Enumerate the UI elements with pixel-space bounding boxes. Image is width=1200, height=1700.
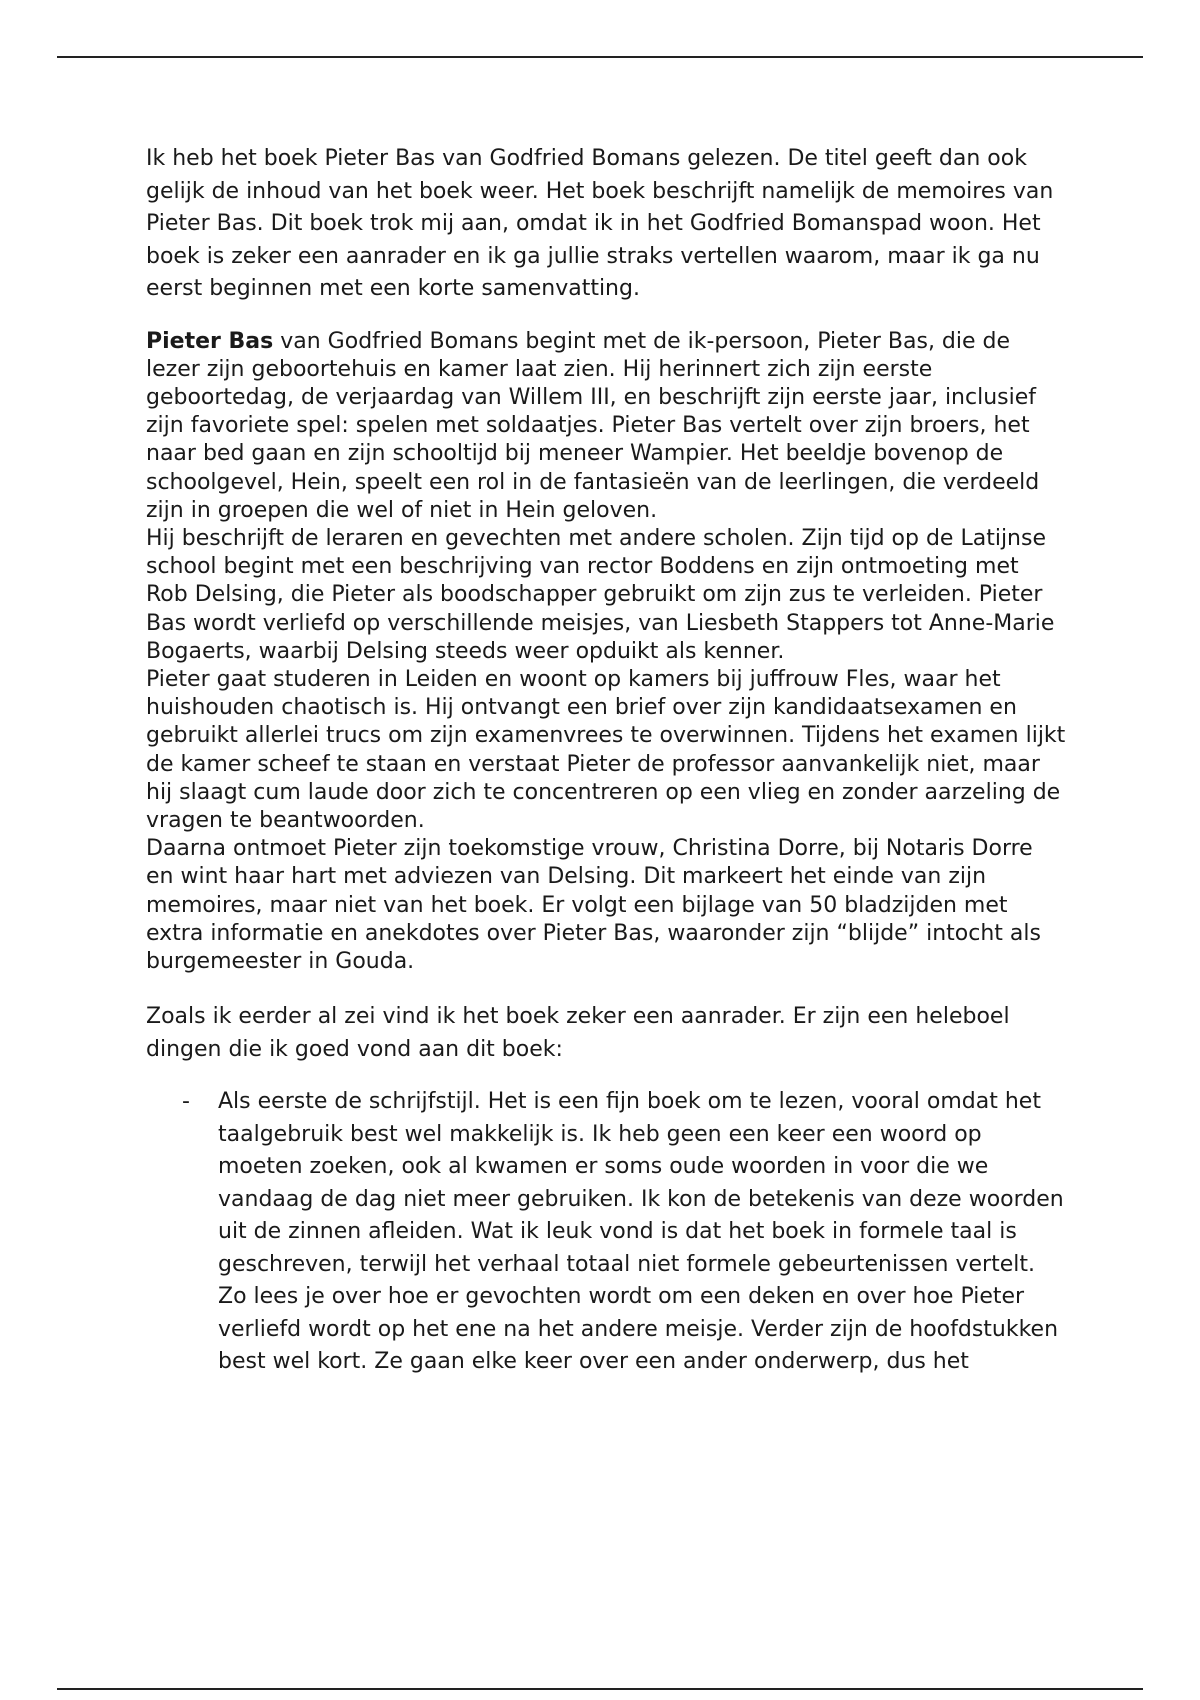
document-body [146,143,1066,1379]
summary-paragraph-1 [146,328,1066,525]
header-rule [57,56,1143,58]
summary-paragraph-2: Hij beschrijft de leraren en gevechten met andere scholen. Zijn tijd op de Latijnse school begint met een beschrijving van rector Boddens en zijn ontmoeting met Rob Delsing, die Pieter als boodschapper gebruikt om zijn zus te verleiden. Pieter Bas wordt verliefd op verschillende meisjes, van Liesbeth Stappers tot Anne-Marie Bogaerts, waarbij Delsing steeds weer opduikt als kenner. [146,525,1055,664]
intro-paragraph: Ik heb het boek Pieter Bas van Godfried Bomans gelezen. De titel geeft dan ook gelijk de inhoud van het boek weer. Het boek beschrijft namelijk de memoires van Pieter Bas. Dit boek trok mij aan, omdat ik in het Godfried Bomanspad woon. Het boek is zeker een aanrader en ik ga jullie straks vertellen waarom, maar ik ga nu eerst beginnen met een korte samenvatting. [146,146,1054,301]
summary-section [146,328,1066,977]
opinion-paragraph: Zoals ik eerder al zei vind ik het boek zeker een aanrader. Er zijn een heleboel dingen die ik goed vond aan dit boek: [146,1004,1010,1062]
book-title-bold: Pieter Bas [146,328,274,354]
list-item-text: Als eerste de schrijfstijl. Het is een fijn boek om te lezen, vooral omdat het taalgebruik best wel makkelijk is. Ik heb geen een keer een woord op moeten zoeken, ook al kwamen er soms oude woorden in voor die we vandaag de dag niet meer gebruiken. Ik kon de betekenis van deze woorden uit de zinnen afleiden. Wat ik leuk vond is dat het boek in formele taal is geschreven, terwijl het verhaal totaal niet formele gebeurtenissen vertelt. Zo lees je over hoe er gevochten wordt om een deken en over hoe Pieter verliefd wordt op het ene na het andere meisje. Verder zijn de hoofdstukken best wel kort. Ze gaan elke keer over een ander onderwerp, dus het [218,1089,1064,1375]
list-item [146,1086,1066,1379]
opinion-list [146,1086,1066,1379]
footer-rule [57,1688,1143,1690]
summary-paragraph-4: Daarna ontmoet Pieter zijn toekomstige vrouw, Christina Dorre, bij Notaris Dorre en wint haar hart met adviezen van Delsing. Dit markeert het einde van zijn memoires, maar niet van het boek. Er volgt een bijlage van 50 bladzijden met extra informatie en anekdotes over Pieter Bas, waaronder zijn “blijde” intocht als burgemeester in Gouda. [146,836,1041,974]
summary-text-1: van Godfried Bomans begint met de ik-persoon, Pieter Bas, die de lezer zijn geboortehuis en kamer laat zien. Hij herinnert zich zijn eerste geboortedag, de verjaardag van Willem III, en beschrijft zijn eerste jaar, inclusief zijn favoriete spel: spelen met soldaatjes. Pieter Bas vertelt over zijn broers, het naar bed gaan en zijn schooltijd bij meneer Wampier. Het beeldje bovenop de schoolgevel, Hein, speelt een rol in de fantasieën van de leerlingen, die verdeeld zijn in groepen die wel of niet in Hein geloven. [146,328,1040,523]
summary-paragraph-3: Pieter gaat studeren in Leiden en woont op kamers bij juffrouw Fles, waar het huishouden chaotisch is. Hij ontvangt een brief over zijn kandidaatsexamen en gebruikt allerlei trucs om zijn examenvrees te overwinnen. Tijdens het examen lijkt de kamer scheef te staan en verstaat Pieter de professor aanvankelijk niet, maar hij slaagt cum laude door zich te concentreren op een vlieg en zonder aarzeling de vragen te beantwoorden. [146,666,1066,833]
list-dash-marker: - [182,1089,190,1115]
